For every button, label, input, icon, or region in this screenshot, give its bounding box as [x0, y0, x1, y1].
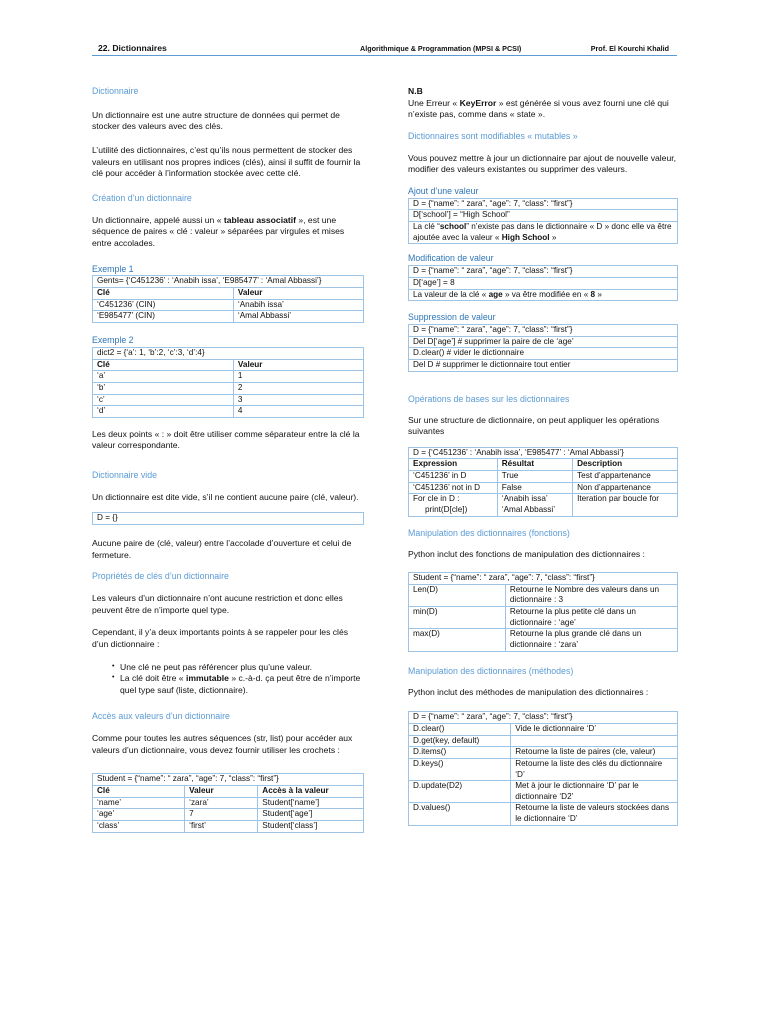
paragraph: [92, 215, 364, 250]
section-title-creation: Création d’un dictionnaire: [92, 192, 192, 203]
text-emphasis: immutable: [185, 673, 229, 684]
table-header: Clé: [93, 359, 234, 371]
code-cell: D = {}: [93, 513, 364, 525]
table-row: [93, 382, 364, 394]
table-row: [409, 758, 678, 780]
table-row: [93, 311, 364, 323]
list-item: [92, 673, 364, 696]
example-2-table: [92, 347, 364, 418]
operations-table: [408, 447, 678, 517]
table-row: [93, 797, 364, 809]
cell: Non d’appartenance: [573, 482, 678, 494]
table-header: Description: [573, 459, 678, 471]
cell: ‘C451236’ (CIN): [93, 299, 234, 311]
cell: ‘zara’: [185, 797, 258, 809]
cell: min(D): [409, 607, 506, 629]
table-row: [409, 735, 678, 747]
text-fragment: La valeur de la clé «: [413, 289, 487, 299]
cell: ‘class’: [93, 821, 185, 833]
cell: 7: [185, 809, 258, 821]
cell: ‘name’: [93, 797, 185, 809]
cell: ‘C451236’ in D: [409, 471, 498, 483]
table-row: [409, 471, 678, 483]
cell: [497, 494, 572, 516]
delete-value-table: [408, 324, 678, 372]
cell: 3: [233, 394, 363, 406]
paragraph: Un dictionnaire est une autre structure de données qui permet de stocker des valeurs avec des clés.: [92, 109, 340, 132]
cell: Retourne la plus grande clé dans un dictionnaire : ‘zara’: [505, 629, 677, 651]
cell: [409, 494, 498, 516]
cell: Met à jour le dictionnaire ‘D’ par le dictionnaire ‘D2’: [511, 781, 678, 803]
table-row: [93, 821, 364, 833]
cell: Student[‘age’]: [258, 809, 364, 821]
paragraph: Python inclut des fonctions de manipulation des dictionnaires :: [408, 548, 645, 559]
code-cell: D[‘school’] = “High School”: [409, 210, 678, 222]
cell: [511, 735, 678, 747]
table-row: [93, 406, 364, 418]
cell: Retourne la liste des clés du dictionnaire ‘D’: [511, 758, 678, 780]
cell: ‘Amal Abbassi’: [233, 311, 363, 323]
key-rules-list: [92, 662, 364, 697]
empty-dict-table: [92, 512, 364, 525]
cell: Retourne la liste de valeurs stockées dans le dictionnaire ‘D’: [511, 803, 678, 825]
cell: ‘b’: [93, 382, 234, 394]
note-cell: [409, 289, 678, 301]
text-fragment: ” n’existe pas dans le dictionnaire « D » donc elle va être ajoutée avec la valeur «: [413, 222, 672, 242]
code-cell: D = {“name”: “ zara”, “age”: 7, “class”: “first”}: [409, 712, 678, 724]
access-table: [92, 773, 364, 832]
text-fragment: »: [551, 232, 557, 242]
section-title-acces: Accès aux valeurs d’un dictionnaire: [92, 711, 230, 722]
section-title-fonctions: Manipulation des dictionnaires (fonctions): [408, 527, 570, 538]
cell: ‘c’: [93, 394, 234, 406]
code-cell: Del D[‘age’] # supprimer la paire de cle ‘age’: [409, 336, 678, 348]
add-value-title: Ajout d’une valeur: [408, 185, 479, 196]
table-row: [93, 299, 364, 311]
cell: D.get(key, default): [409, 735, 511, 747]
nb-title: N.B: [408, 86, 423, 96]
cell: 1: [233, 371, 363, 383]
cell: Retourne la plus petite clé dans un dictionnaire : ‘age’: [505, 607, 677, 629]
cell: D.values(): [409, 803, 511, 825]
text-fragment: » c.-à-d. ça peut être de n’importe quel type sauf (liste, dictionnaire).: [120, 673, 361, 695]
text-emphasis: KeyError: [459, 97, 497, 108]
example-2-title: Exemple 2: [92, 335, 134, 345]
table-header: Expression: [409, 459, 498, 471]
text-fragment: » va être modifiée en «: [504, 289, 589, 299]
cell: D.items(): [409, 747, 511, 759]
table-header: Clé: [93, 786, 185, 798]
cell: ‘first’: [185, 821, 258, 833]
course-title: Algorithmique & Programmation (MPSI & PCSI): [360, 44, 522, 53]
code-cell: Del D # supprimer le dictionnaire tout entier: [409, 360, 678, 372]
table-header: Valeur: [233, 359, 363, 371]
code-cell: Student = {“name”: “ zara”, “age”: 7, “class”: “first”}: [93, 774, 364, 786]
page-header: [92, 42, 677, 56]
paragraph: Cependant, il y’a deux importants points à se rappeler pour les clés d’un dictionnaire :: [92, 627, 349, 649]
table-row: [409, 607, 678, 629]
author-name: Prof. El Kourchi Khalid: [590, 44, 669, 53]
cell: 4: [233, 406, 363, 418]
table-row: [409, 482, 678, 494]
paragraph: Comme pour toutes les autres séquences (str, list) pour accéder aux valeurs d’un dictionnaire, vous devez fournir utiliser les crochets :: [92, 733, 353, 755]
text-emphasis: age: [488, 289, 503, 299]
delete-value-title: Suppression de valeur: [408, 312, 496, 323]
code-cell: D[‘age’] = 8: [409, 277, 678, 289]
table-header: Clé: [93, 288, 234, 300]
text-emphasis: school: [439, 222, 467, 232]
text-fragment: », est une séquence de paires « clé : valeur » séparées par virgules et mises entre accolades.: [92, 214, 345, 248]
cell: ‘d’: [93, 406, 234, 418]
cell: max(D): [409, 629, 506, 651]
table-row: [409, 629, 678, 651]
cell: Retourne la liste de paires (cle, valeur): [511, 747, 678, 759]
cell: D.update(D2): [409, 781, 511, 803]
functions-table: [408, 572, 678, 652]
section-title-methodes: Manipulation des dictionnaires (méthodes): [408, 665, 574, 676]
paragraph: [408, 98, 678, 121]
table-header: Accès à la valeur: [258, 786, 364, 798]
text-fragment: La clé “: [413, 222, 440, 232]
paragraph: Sur une structure de dictionnaire, on peut appliquer les opérations suivantes: [408, 414, 660, 437]
text-line: For cle in D :: [413, 494, 460, 504]
code-cell: Gents= {‘C451236’ : ‘Anabih issa’, ‘E985477’ : ‘Amal Abbassi’}: [93, 276, 364, 288]
text-line: ‘Amal Abbassi’: [501, 505, 556, 515]
text-fragment: La clé doit être «: [120, 673, 184, 684]
chapter-title: 22. Dictionnaires: [98, 43, 167, 53]
table-header: Valeur: [233, 288, 363, 300]
table-row: [409, 723, 678, 735]
section-title-proprietes: Propriétés de clés d’un dictionnaire: [92, 571, 229, 582]
paragraph: Aucune paire de (clé, valeur) entre l’accolade d’ouverture et celui de fermeture.: [92, 538, 352, 560]
table-header: Valeur: [185, 786, 258, 798]
cell: ‘E985477’ (CIN): [93, 311, 234, 323]
table-row: [93, 371, 364, 383]
paragraph: Vous pouvez mettre à jour un dictionnaire par ajout de nouvelle valeur, modifier des valeurs existantes ou supprimer des valeurs.: [408, 152, 677, 175]
table-row: [409, 781, 678, 803]
paragraph: Les valeurs d’un dictionnaire n’ont aucune restriction et donc elles peuvent être de n’importe quel type.: [92, 593, 343, 615]
right-column: [408, 86, 678, 826]
paragraph: L’utilité des dictionnaires, c’est qu’ils nous permettent de stocker des valeurs en utilisant nos propres indices (clés), ainsi il suffit de fournir la clé pour accéder à l’information stockée avec cette clé.: [92, 145, 361, 179]
add-value-table: [408, 198, 678, 245]
section-title-dictionnaire-vide: Dictionnaire vide: [92, 470, 158, 480]
paragraph: Un dictionnaire est dite vide, s’il ne contient aucune paire (clé, valeur).: [92, 491, 359, 502]
methods-table: [408, 711, 678, 826]
cell: ‘age’: [93, 809, 185, 821]
cell: Iteration par boucle for: [573, 494, 678, 516]
modify-value-title: Modification de valeur: [408, 253, 494, 264]
paragraph: Les deux points « : » doit être utiliser comme séparateur entre la clé la valeur correspondante.: [92, 428, 360, 451]
table-row: [409, 747, 678, 759]
table-row: [409, 803, 678, 825]
cell: Len(D): [409, 584, 506, 606]
cell: Vide le dictionnaire ‘D’: [511, 723, 678, 735]
code-cell: D = {‘C451236’ : ‘Anabih issa’, ‘E985477’ : ‘Amal Abbassi’}: [409, 447, 678, 459]
code-cell: dict2 = {‘a’: 1, ‘b’:2, ‘c’:3, ‘d’:4}: [93, 347, 364, 359]
text-fragment: Un dictionnaire, appelé aussi un «: [92, 214, 222, 225]
text-emphasis: tableau associatif: [223, 214, 296, 225]
note-cell: [409, 222, 678, 244]
code-cell: D.clear() # vider le dictionnaire: [409, 348, 678, 360]
code-cell: D = {“name”: “ zara”, “age”: 7, “class”: “first”}: [409, 266, 678, 278]
example-1-title: Exemple 1: [92, 263, 134, 274]
cell: ‘C451236’ not in D: [409, 482, 498, 494]
modify-value-table: [408, 265, 678, 301]
text-emphasis: 8: [590, 289, 596, 299]
cell: ‘a’: [93, 371, 234, 383]
section-title-mutables: Dictionnaires sont modifiables « mutables »: [408, 130, 578, 141]
table-row: [93, 394, 364, 406]
cell: False: [497, 482, 572, 494]
left-column: [92, 86, 364, 833]
section-title-operations: Opérations de bases sur les dictionnaires: [408, 393, 570, 404]
table-header: Résultat: [497, 459, 572, 471]
cell: D.keys(): [409, 758, 511, 780]
text-fragment: » est générée si vous avez fourni une clé qui n’existe pas, comme dans « state ».: [408, 97, 669, 120]
cell: ‘Anabih issa’: [233, 299, 363, 311]
cell: Test d’appartenance: [573, 471, 678, 483]
table-row: [409, 584, 678, 606]
code-cell: D = {“name”: “ zara”, “age”: 7, “class”: “first”}: [409, 325, 678, 337]
code-cell: Student = {“name”: “ zara”, “age”: 7, “class”: “first”}: [409, 573, 678, 585]
table-row: [409, 494, 678, 516]
code-cell: D = {“name”: “ zara”, “age”: 7, “class”: “first”}: [409, 198, 678, 210]
example-1-table: [92, 275, 364, 323]
paragraph: Python inclut des méthodes de manipulation des dictionnaires :: [408, 686, 649, 697]
text-line: ‘Anabih issa’: [501, 494, 548, 504]
cell: D.clear(): [409, 723, 511, 735]
list-item: • Une clé ne peut pas référencer plus qu’une valeur.: [92, 662, 364, 674]
cell: Retourne le Nombre des valeurs dans un dictionnaire : 3: [505, 584, 677, 606]
table-row: [93, 809, 364, 821]
text-line: print(D[cle]): [425, 505, 468, 515]
section-title-dictionnaire: Dictionnaire: [92, 86, 139, 96]
cell: Student[‘name’]: [258, 797, 364, 809]
text-fragment: Une Erreur «: [408, 97, 458, 108]
cell: 2: [233, 382, 363, 394]
cell: Student[‘class’]: [258, 821, 364, 833]
text-emphasis: High School: [501, 232, 550, 242]
cell: True: [497, 471, 572, 483]
text-fragment: »: [597, 289, 602, 299]
